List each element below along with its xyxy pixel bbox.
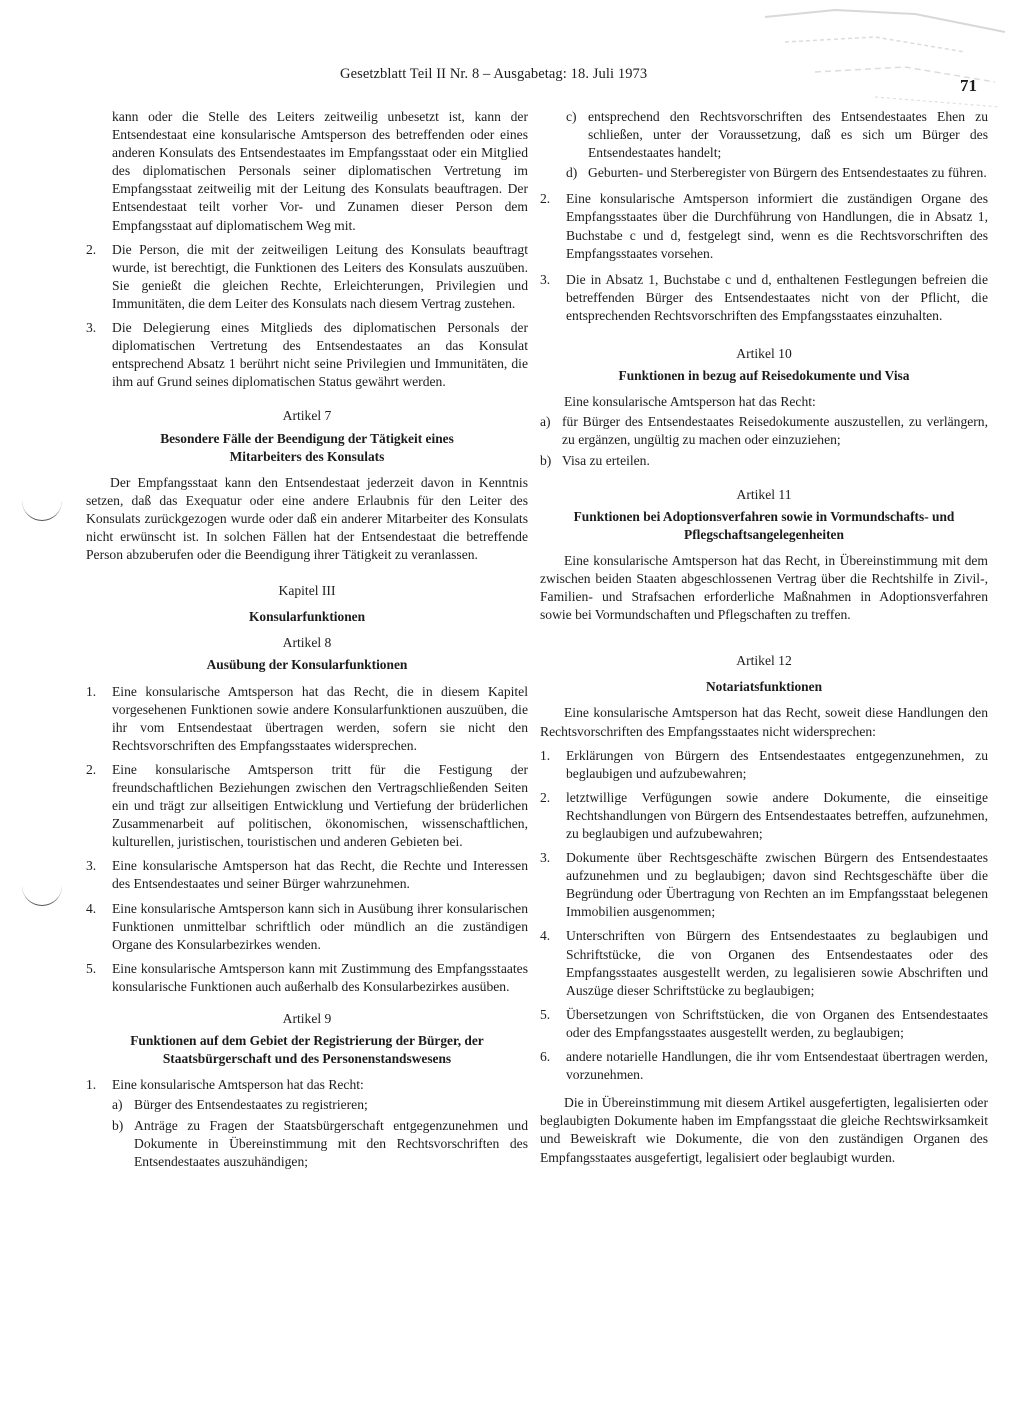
paragraph-text: Eine konsularische Amtsperson kann sich in Ausübung ihrer konsularischen Funktionen unmittelbar schriftlich oder mündlich an die zuständigen Organe des Konsularbezirkes wenden. (112, 900, 528, 952)
numbered-paragraph (540, 190, 988, 262)
item-letter: a) (540, 414, 551, 430)
numbered-paragraph (86, 683, 528, 755)
lettered-item (112, 1096, 528, 1114)
lettered-item (540, 452, 988, 470)
paragraph-number: 6. (540, 1049, 551, 1065)
paragraph-number: 5. (86, 960, 97, 976)
item-text: Anträge zu Fragen der Staatsbürgerschaft entgegenzunehmen und Dokumente in Übereinstimmung mit den Rechtsvorschriften des Entsendestaates auszuhändigen; (134, 1117, 528, 1169)
paragraph-text: andere notarielle Handlungen, die ihr vom Entsendestaat übertragen werden, vorzunehmen. (566, 1049, 988, 1083)
paragraph-text: Eine konsularische Amtsperson hat das Recht, die in diesem Kapitel vorgesehenen Funktionen sowie andere Konsularfunktionen auszuüben, die ihr vom Entsendestaat übertragen werden, sofern sie nicht den Rechtsvorschriften des Empfangsstaates widersprechen. (112, 683, 528, 753)
running-header: Gesetzblatt Teil II Nr. 8 – Ausgabetag: 18. Juli 1973 (340, 66, 648, 82)
lettered-item (566, 108, 988, 162)
paragraph-text: Übersetzungen von Schriftstücken, die von Organen des Entsendestaates oder des Empfangsstaates ausgestellt werden, zu beglaubigen; (566, 1006, 988, 1040)
item-text: Bürger des Entsendestaates zu registrieren; (134, 1097, 368, 1113)
article-title: Ausübung der Konsularfunktionen (206, 657, 408, 673)
numbered-paragraph (540, 849, 988, 921)
paragraph-number: 4. (86, 900, 97, 916)
article-heading: Artikel 11 (736, 486, 792, 502)
item-text: für Bürger des Entsendestaates Reisedokumente auszustellen, zu verlängern, zu ergänzen, ungültig zu machen oder einzuziehen; (562, 414, 988, 448)
numbered-paragraph (540, 789, 988, 843)
lettered-item (112, 1117, 528, 1171)
numbered-paragraph (86, 761, 528, 851)
item-text: Visa zu erteilen. (562, 452, 650, 468)
article-8-list (86, 683, 528, 997)
paragraph-text: Unterschriften von Bürgern des Entsendestaates zu beglaubigen und Schriftstücke, die von Organen des Entsendestaates oder des Empfangsstaates ausgestellt werden, zu legalisieren sowie Abschriften und Auszüge dieser Schriftstücke zu beglaubigen; (566, 928, 988, 998)
paragraph-number: 1. (540, 747, 551, 763)
numbered-paragraph (86, 319, 528, 391)
margin-mark (22, 500, 62, 521)
article-12-list (540, 747, 988, 1085)
paragraph-number: 5. (540, 1006, 551, 1022)
paragraph-text: Die Delegierung eines Mitglieds des diplomatischen Personals der diplomatischen Vertretung des Entsendestaates an das Konsulat entsprechend Absatz 1 berührt nicht seine Privilegien und Immunitäten, die ihm auf Grund seines diplomatischen Status gewährt werden. (112, 320, 528, 390)
article-intro: Eine konsularische Amtsperson hat das Recht: (564, 394, 816, 410)
article-closing: Die in Übereinstimmung mit diesem Artikel ausgefertigten, legalisierten oder beglaubigten Dokumente haben im Empfangsstaat die gleiche Rechtswirksamkeit und Beweiskraft wie Dokumente, die von den zuständigen Organen des Empfangsstaates ausgefertigt, legalisiert oder beglaubigt wurden. (540, 1095, 988, 1165)
numbered-paragraph (540, 927, 988, 999)
numbered-paragraph (86, 1076, 528, 1094)
article-title: Funktionen in bezug auf Reisedokumente und Visa (618, 368, 910, 384)
article-body: Der Empfangsstaat kann den Entsendestaat jederzeit davon in Kenntnis setzen, daß das Exequatur oder eine andere Erlaubnis für den Leiter des Konsulats zurückgezogen wurde oder daß ein anderer Mitarbeiter des Konsulats nicht erwünscht ist. In solchen Fällen hat der Entsendestaat die betreffende Person abzuberufen oder die Beendigung ihrer Tätigkeit zu veranlassen. (86, 474, 528, 563)
item-letter: c) (566, 109, 577, 124)
numbered-paragraph (540, 1048, 988, 1084)
paragraph-text: Eine konsularische Amtsperson kann mit Zustimmung des Empfangsstaates konsularische Funktionen auch außerhalb des Konsularbezirkes ausüben. (112, 960, 528, 994)
chapter-heading: Kapitel III (278, 583, 336, 599)
article-heading: Artikel 7 (282, 408, 332, 424)
article-heading: Artikel 10 (736, 346, 792, 362)
numbered-paragraph (86, 857, 528, 893)
paragraph-text: Eine konsularische Amtsperson informiert die zuständigen Organe des Empfangsstaates über die Durchführung von Handlungen, die in Absatz 1, Buchstabe c und d, festgelegt sind, wenn es die Rechtsvorschriften des Empfangsstaates vorsehen. (566, 191, 988, 261)
article-body: Eine konsularische Amtsperson hat das Recht, in Übereinstimmung mit dem zwischen beiden Staaten abgeschlossenen Vertrag über die Rechtshilfe in Zivil-, Familien- und Strafsachen erforderliche Maßnahmen in Adoptionsverfahren sowie bei Vormundschaften und Pflegschaften zu treffen. (540, 552, 988, 623)
item-letter: d) (566, 165, 578, 181)
chapter-title: Konsularfunktionen (248, 609, 366, 625)
article-intro: Eine konsularische Amtsperson hat das Recht, soweit diese Handlungen den Rechtsvorschriften des Empfangsstaates nicht widersprechen: (540, 705, 988, 739)
lettered-item (540, 413, 988, 449)
right-column (540, 108, 988, 1167)
article-title: Besondere Fälle der Beendigung der Tätigkeit eines Mitarbeiters des Konsulats (160, 430, 454, 464)
item-letter: a) (112, 1097, 123, 1113)
paragraph-number: 3. (86, 320, 97, 336)
paragraph-text: Eine konsularische Amtsperson hat das Recht: (112, 1077, 364, 1093)
paragraph-text: letztwillige Verfügungen sowie andere Dokumente, die einseitige Rechtshandlungen von Bürgern des Entsendestaates betreffen, aufzunehmen, zu beglaubigen und aufzubewahren; (566, 789, 988, 841)
item-text: entsprechend den Rechtsvorschriften des Entsendestaates Ehen zu schließen, unter der Voraussetzung, daß es sich um Bürger des Entsendestaates handelt; (588, 109, 988, 161)
article-title: Notariatsfunktionen (705, 679, 823, 695)
paragraph-text: Eine konsularische Amtsperson tritt für die Festigung der freundschaftlichen Beziehungen zwischen den Vertragschließenden Seiten ein und trägt zur allseitigen Entwicklung und Vertiefung der brüderlichen Zusammenarbeit auf politischen, ökonomischen, wissenschaftlichen, kulturellen, juristischen, touristischen und anderen Gebieten bei. (112, 761, 528, 850)
paragraph-number: 1. (86, 683, 97, 699)
item-letter: b) (540, 452, 552, 468)
numbered-paragraph (540, 747, 988, 783)
paragraph-text: Dokumente über Rechtsgeschäfte zwischen Bürgern des Entsendestaates aufzunehmen und zu beglaubigen; davon sind Rechtsgeschäfte über die Begründung oder Übertragung von Rechten an im Empfangsstaat belegenen Immobilien ausgenommen; (566, 850, 988, 920)
paragraph-number: 3. (86, 858, 97, 874)
page-number: 71 (960, 76, 977, 95)
left-column (86, 108, 528, 1171)
paragraph-number: 3. (540, 850, 551, 866)
paragraph-text: Eine konsularische Amtsperson hat das Recht, die Rechte und Interessen des Entsendestaates und seiner Bürger wahrzunehmen. (112, 858, 528, 892)
paragraph-continued: kann oder die Stelle des Leiters zeitweilig unbesetzt ist, kann der Entsendestaat eine konsularische Amtsperson des betreffenden oder eines anderen Konsulats des Entsendestaates im Empfangsstaat oder ein Mitglied des diplomatischen Personals seiner diplomatischen Vertretung im Empfangsstaat zeitweilig mit der Leitung des Konsulats beauftragen. Der Entsendestaat teilt vorher Vor- und Zunamen dieser Person dem Empfangsstaat auf diplomatischem Weg mit. (112, 109, 528, 233)
article-heading: Artikel 9 (282, 1011, 332, 1027)
article-heading: Artikel 12 (736, 653, 792, 669)
numbered-paragraph (540, 1006, 988, 1042)
paragraph-number: 1. (86, 1077, 97, 1093)
item-letter: b) (112, 1117, 124, 1133)
article-title: Funktionen auf dem Gebiet der Registrierung der Bürger, der Staatsbürgerschaft und des Personenstandswesens (130, 1033, 484, 1067)
paragraph-number: 2. (86, 241, 97, 257)
paragraph-number: 2. (86, 761, 97, 777)
numbered-paragraph (86, 960, 528, 996)
paragraph-number: 2. (540, 191, 551, 207)
numbered-paragraph (540, 271, 988, 325)
paragraph-number: 3. (540, 271, 551, 287)
paragraph-text: Die Person, die mit der zeitweiligen Leitung des Konsulats beauftragt wurde, ist berechtigt, die Funktionen des Leiters des Konsulats auszuüben. Sie genießt die gleichen Rechte, Erleichterungen, Privilegien und Immunitäten, die dem Leiter des Konsulats nach diesem Vertrag zustehen. (112, 241, 528, 311)
paragraph-text: Die in Absatz 1, Buchstabe c und d, enthaltenen Festlegungen befreien die betreffenden Bürger des Entsendestaates nicht von der Pflicht, die entsprechenden Rechtsvorschriften des Empfangsstaates einzuhalten. (566, 271, 988, 323)
numbered-paragraph (86, 900, 528, 954)
item-text: Geburten- und Sterberegister von Bürgern des Entsendestaates zu führen. (588, 165, 987, 181)
margin-mark (22, 885, 62, 906)
paragraph-number: 4. (540, 928, 551, 944)
paragraph-number: 2. (540, 789, 551, 805)
numbered-paragraph (86, 241, 528, 313)
lettered-item (566, 164, 988, 182)
archive-stamp-mark (755, 2, 1020, 112)
article-heading: Artikel 8 (282, 635, 332, 651)
article-title: Funktionen bei Adoptionsverfahren sowie in Vormundschafts- und Pflegschaftsangelegenheiten (573, 508, 955, 542)
paragraph-text: Erklärungen von Bürgern des Entsendestaates entgegenzunehmen, zu beglaubigen und aufzubewahren; (566, 747, 988, 781)
